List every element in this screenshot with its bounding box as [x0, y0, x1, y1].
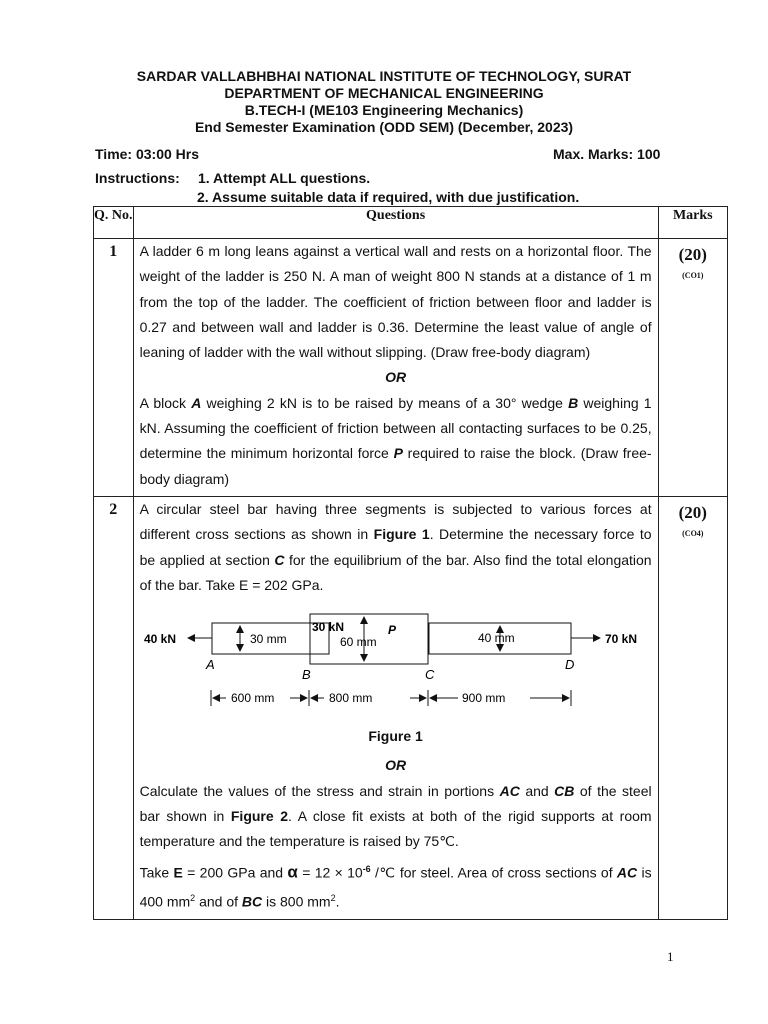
column-header-marks: Marks	[658, 207, 727, 239]
force-right-label: 70 kN	[604, 632, 637, 647]
course-outcome: (CO1)	[682, 271, 704, 280]
or-separator: OR	[385, 757, 407, 774]
figure-1-stepped-bar	[140, 608, 652, 728]
marks-cell	[658, 496, 727, 919]
institute-name: SARDAR VALLABHBHAI NATIONAL INSTITUTE OF TECHNOLOGY, SURAT	[136, 68, 632, 84]
instructions-label: Instructions:	[95, 170, 180, 186]
marks-value: (20)	[678, 502, 707, 522]
exam-time: Time: 03:00 Hrs	[95, 146, 200, 162]
question-2a-text: A circular steel bar having three segments is subjected to various forces at different cross sections as shown in Figure 1. Determine the necessary force to be applied at section C for the equilibrium of the bar. Also find the total elongation of the bar. Take E = 202 GPa.	[139, 500, 652, 593]
course-outcome: (CO4)	[682, 528, 704, 538]
diameter-1-label: 30 mm	[249, 632, 287, 647]
diameter-3-label: 40 mm	[477, 631, 515, 646]
length-2-label: 800 mm	[328, 691, 372, 706]
column-header-qno: Q. No.	[94, 207, 134, 239]
force-mid-label: 30 kN	[311, 620, 344, 635]
length-3-label: 900 mm	[461, 691, 505, 706]
question-number: 1	[94, 239, 134, 497]
or-separator: OR	[385, 369, 407, 386]
label-a: A	[205, 657, 215, 673]
question-2b-data: Take E = 200 GPa and $\alpha = 12 \times 10^{-6}$ /℃ for steel. Area of cross sections of AC is 400 $mm^2$ and of BC is 800 $mm^2$.	[139, 862, 652, 910]
exam-title: End Semester Examination (ODD SEM) (December, 2023)	[194, 119, 574, 135]
department-name: DEPARTMENT OF MECHANICAL ENGINEERING	[224, 85, 544, 101]
instruction-2: 2. Assume suitable data if required, with due justification.	[197, 189, 580, 205]
course-title: B.TECH-I (ME103 Engineering Mechanics)	[244, 102, 524, 118]
questions-table	[93, 206, 728, 920]
label-p: P	[387, 623, 396, 638]
question-body	[133, 496, 658, 919]
column-header-questions: Questions	[133, 207, 658, 239]
question-body	[133, 239, 658, 497]
label-d: D	[564, 657, 574, 673]
max-marks: Max. Marks: 100	[553, 146, 661, 162]
figure-1-caption: Figure 1	[368, 728, 423, 745]
label-b: B	[301, 667, 311, 683]
page-number: 1	[667, 949, 674, 964]
question-1a-text: A ladder 6 m long leans against a vertical wall and rests on a horizontal floor. The weight of the ladder is 250 N. A man of weight 800 N stands at a distance of 1 m from the top of the ladder. The coefficient of friction between floor and ladder is 0.27 and between wall and ladder is 0.36. Determine the least value of angle of leaning of ladder with the wall without slipping. (Draw free-body diagram)	[139, 243, 652, 361]
marks-cell	[658, 239, 727, 497]
diameter-2-label: 60 mm	[339, 635, 377, 650]
question-row-1	[94, 239, 728, 497]
question-row-2	[94, 496, 728, 919]
question-1b-text: A block A weighing 2 kN is to be raised by means of a 30° wedge B weighing 1 kN. Assuming the coefficient of friction between all contacting surfaces to be 0.25, determine the minimum horizontal force P required to raise the block. (Draw free-body diagram)	[139, 394, 652, 487]
label-c: C	[424, 667, 434, 683]
force-left-label: 40 kN	[143, 632, 176, 647]
instruction-1: 1. Attempt ALL questions.	[198, 170, 371, 186]
question-number: 2	[94, 496, 134, 919]
question-2b-text: Calculate the values of the stress and strain in portions AC and CB of the steel bar shown in Figure 2. A close fit exists at both of the rigid supports at room temperature and the temperature is raised by 75℃.	[139, 782, 652, 850]
marks-value: (20)	[678, 245, 707, 264]
length-1-label: 600 mm	[230, 691, 274, 706]
